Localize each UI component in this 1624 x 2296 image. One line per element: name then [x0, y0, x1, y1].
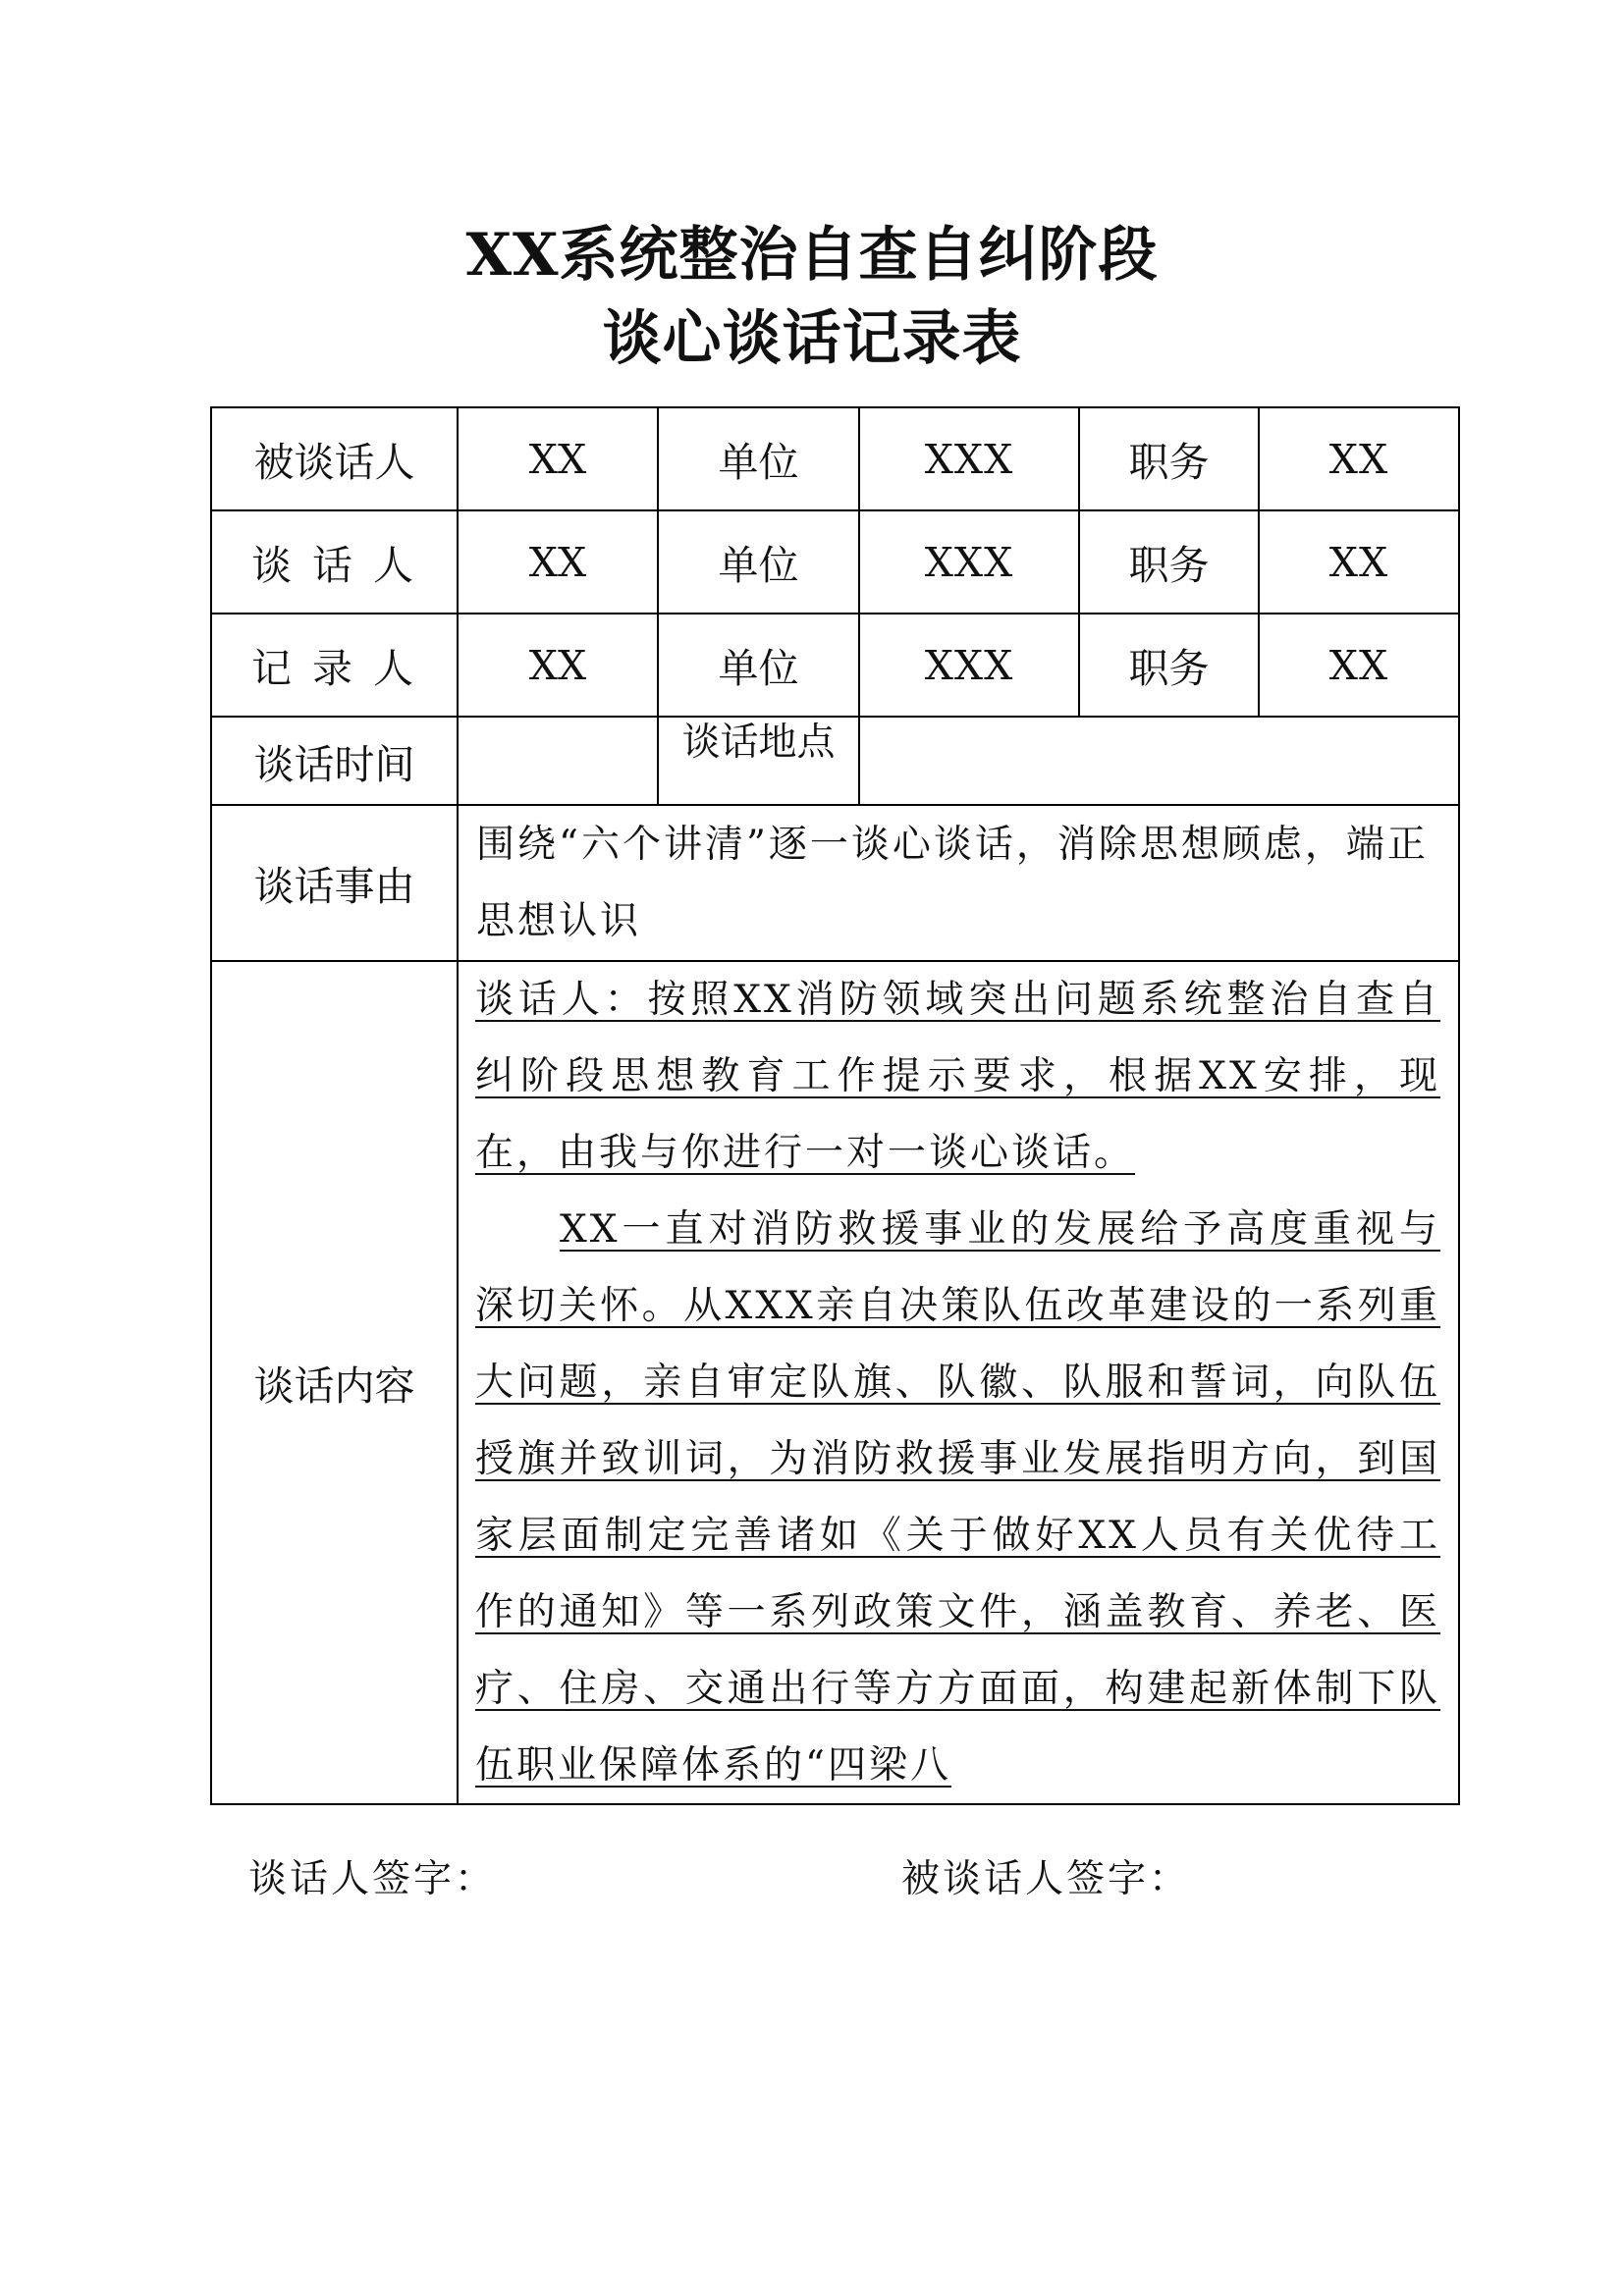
table-row-reason: [211, 805, 1459, 961]
table-row-time-place: [211, 717, 1459, 805]
interviewer-unit: XXX: [859, 510, 1079, 614]
place-label: 谈话地点: [681, 721, 836, 765]
interviewee-signature-label: 被谈话人签字：: [901, 1857, 1191, 1901]
document-title-line1: XX系统整治自查自纠阶段: [465, 221, 1159, 290]
reason-text: 围绕“六个讲清”逐一谈心谈话，消除思想顾虑，端正思想认识: [458, 805, 1459, 961]
table-row-content: [211, 961, 1459, 1804]
interviewee-position: XX: [1259, 407, 1459, 510]
table-row-interviewee: [211, 407, 1459, 510]
interviewer-position-label: 职务: [1079, 510, 1259, 614]
interviewer-position: XX: [1259, 510, 1459, 614]
interviewee-name: XX: [458, 407, 658, 510]
place-value: [859, 717, 1459, 805]
table-row-interviewer: [211, 510, 1459, 614]
recorder-position: XX: [1259, 614, 1459, 717]
time-label: 谈话时间: [211, 717, 458, 805]
time-value: [458, 717, 658, 805]
recorder-unit: XXX: [859, 614, 1079, 717]
recorder-unit-label: 单位: [658, 614, 859, 717]
place-label-cell: [658, 717, 859, 805]
recorder-name: XX: [458, 614, 658, 717]
interviewee-position-label: 职务: [1079, 407, 1259, 510]
interviewee-unit-label: 单位: [658, 407, 859, 510]
interviewer-name: XX: [458, 510, 658, 614]
interviewee-label: 被谈话人: [211, 407, 458, 510]
table-row-recorder: [211, 614, 1459, 717]
content-paragraph-2: XX一直对消防救援事业的发展给予高度重视与深切关怀。从XXX亲自决策队伍改革建设的一系列重大问题，亲自审定队旗、队徽、队服和誓词，向队伍授旗并致训词，为消防救援事业发展指明方向，到国家层面制定完善诸如《关于做好XX人员有关优待工作的通知》等一系列政策文件，涵盖教育、养老、医疗、住房、交通出行等方方面面，构建起新体制下队伍职业保障体系的“四梁八: [475, 1207, 1440, 1788]
content-label: 谈话内容: [211, 961, 458, 1804]
reason-label: 谈话事由: [211, 805, 458, 961]
recorder-label: 记 录 人: [211, 614, 458, 717]
interviewer-signature-label: 谈话人签字：: [248, 1857, 497, 1901]
document-title-line2: 谈心谈话记录表: [602, 304, 1022, 373]
record-table: [210, 406, 1460, 1805]
content-body: [459, 962, 1458, 1801]
interviewer-unit-label: 单位: [658, 510, 859, 614]
content-paragraph-1: 谈话人：按照XX消防领域突出问题系统整治自查自纠阶段思想教育工作提示要求，根据XX安排，现在，由我与你进行一对一谈心谈话。: [475, 978, 1440, 1175]
interviewee-unit: XXX: [859, 407, 1079, 510]
interviewer-label: 谈 话 人: [211, 510, 458, 614]
recorder-position-label: 职务: [1079, 614, 1259, 717]
content-cell: [458, 961, 1459, 1804]
